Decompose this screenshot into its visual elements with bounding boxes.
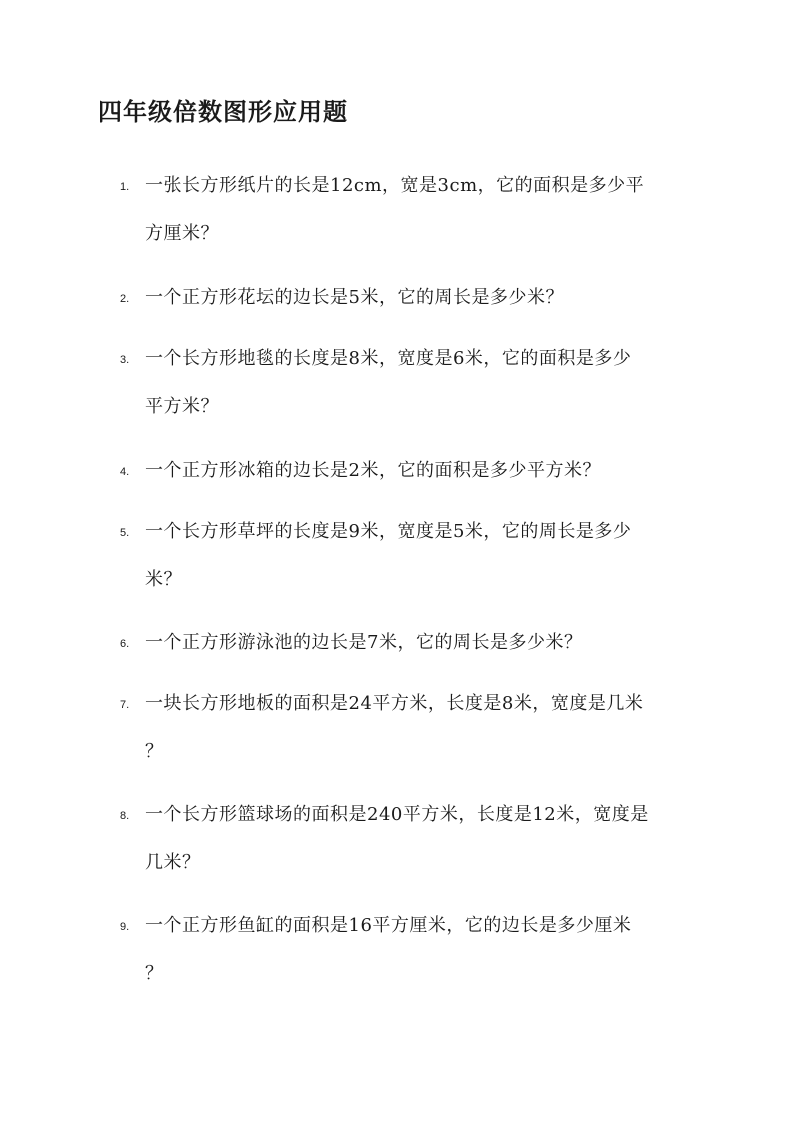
- question-text: 一个长方形篮球场的面积是240平方米，长度是12米，宽度是: [145, 804, 649, 825]
- question-number: 4.: [120, 466, 130, 478]
- question-text: 一块长方形地板的面积是24平方米，长度是8米，宽度是几米: [145, 693, 644, 714]
- question-text-continued: ？: [145, 963, 164, 984]
- question-number: 1.: [120, 181, 130, 193]
- question-number: 6.: [120, 638, 130, 650]
- question-text-continued: 方厘米？: [145, 223, 219, 244]
- page-title: 四年级倍数图形应用题: [98, 97, 348, 126]
- question-number: 7.: [120, 699, 130, 711]
- question-text-continued: 米？: [145, 569, 182, 590]
- question-text: 一个正方形鱼缸的面积是16平方厘米，它的边长是多少厘米: [145, 915, 632, 936]
- question-text: 一个正方形游泳池的边长是7米，它的周长是多少米？: [145, 632, 583, 653]
- question-text: 一个长方形草坪的长度是9米，宽度是5米，它的周长是多少: [145, 521, 632, 542]
- question-number: 9.: [120, 921, 130, 933]
- question-text-continued: 几米？: [145, 852, 201, 873]
- question-text: 一个正方形花坛的边长是5米，它的周长是多少米？: [145, 287, 564, 308]
- question-text: 一个长方形地毯的长度是8米，宽度是6米，它的面积是多少: [145, 348, 632, 369]
- question-text: 一张长方形纸片的长是12cm，宽是3cm，它的面积是多少平: [145, 175, 645, 196]
- question-number: 8.: [120, 810, 130, 822]
- question-number: 5.: [120, 527, 130, 539]
- question-text: 一个正方形冰箱的边长是2米，它的面积是多少平方米？: [145, 460, 601, 481]
- question-number: 2.: [120, 293, 130, 305]
- question-text-continued: ？: [145, 741, 164, 762]
- question-number: 3.: [120, 354, 130, 366]
- question-text-continued: 平方米？: [145, 396, 219, 417]
